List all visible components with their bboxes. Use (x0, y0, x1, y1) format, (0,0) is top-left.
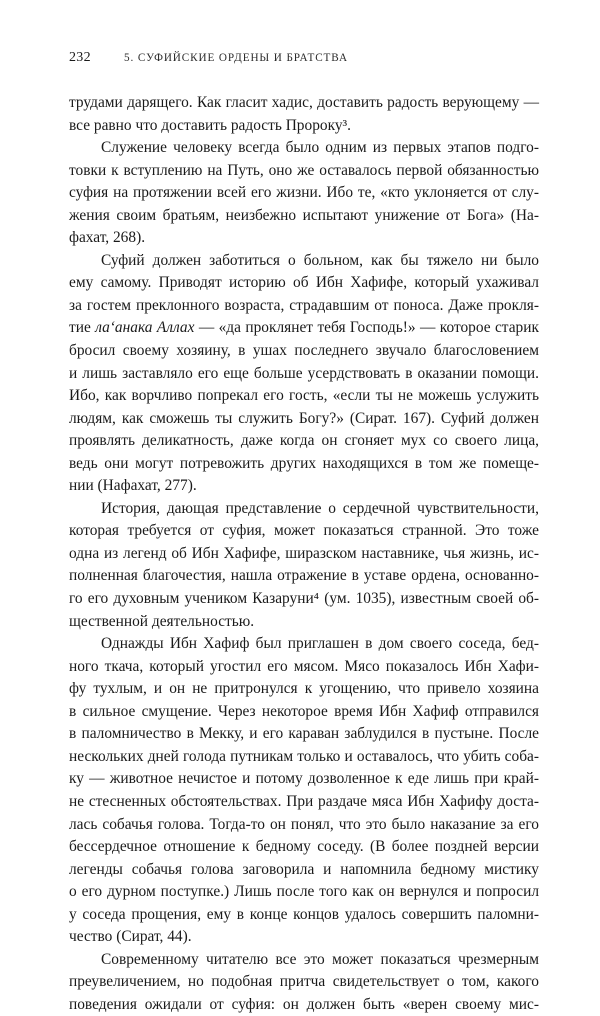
page-header (69, 50, 539, 74)
text-line: ку — животное нечистое и потому дозволенное к еде лишь при край- (69, 770, 539, 788)
text-line: нескольких дней голода путникам только и оставалось, что убить соба- (69, 747, 539, 765)
text-line: не стесненных обстоятельствах. При раздаче мяса Ибн Хафифу доста- (69, 792, 539, 810)
text-line: щественной деятельностью. (69, 612, 255, 630)
paragraph-first-line: Служение человеку всегда было одним из первых этапов подго- (101, 139, 539, 157)
text-line: и лишь заставляло его еще больше усердствовать в оказании помощи. (69, 364, 539, 382)
text-line: одна из легенд об Ибн Хафифе, ширазском наставнике, чья жизнь, ис- (69, 544, 539, 562)
text-line: которая требуется от суфия, может показаться странной. Это тоже (69, 522, 539, 540)
text-line: проявлять деликатность, даже когда он сгоняет мух со своего лица, (69, 432, 539, 450)
text-line: го его духовным учеником Казаруни⁴ (ум. 1035), известным своей об- (69, 590, 539, 608)
text-line: лась собачья голова. Тогда-то он понял, что это было наказание за его (69, 815, 539, 833)
paragraph-first-line: Однажды Ибн Хафиф был приглашен в дом своего соседа, бед- (101, 635, 539, 653)
text-line: суфия на протяжении всей его жизни. Ибо те, «кто уклоняется от слу- (69, 184, 539, 202)
text-line: фу тухлым, и он не притронулся к угощению, что привело хозяина (69, 680, 539, 698)
text-line (69, 317, 539, 340)
text-line: чество (Сират, 44). (69, 928, 192, 946)
paragraph-first-line: Современному читателю все это может показаться чрезмерным (101, 950, 539, 968)
text-line: поведения ожидали от суфия: он должен быть «верен своему мис- (69, 995, 539, 1013)
paragraph-first-line: История, дающая представление о сердечной чувствительности, (101, 499, 539, 517)
text-line: бросил своему хозяину, в ушах последнего звучало благословением (69, 342, 539, 360)
text-line: в сильное смущение. Через некоторое время Ибн Хафиф отправился (69, 702, 539, 720)
text-line: за гостем преклонного возраста, страдавшим от поноса. Даже прокля- (69, 296, 539, 314)
text-line: нии (Нафахат, 277). (69, 477, 197, 495)
text-line: все равно что доставить радость Пророку³. (69, 116, 352, 134)
text-line: преувеличением, но подобная притча свидетельствует о том, какого (69, 973, 539, 991)
text-line: легенды собачья голова заговорила и напомнила бедному мистику (69, 860, 539, 878)
text-line: трудами дарящего. Как гласит хадис, доставить радость верующему — (69, 94, 539, 111)
text-line: в паломничество в Мекку, и его караван заблудился в пустыне. После (69, 725, 539, 743)
text-segment: — «да проклянет тебя Господь!» — которое старик (194, 319, 539, 337)
text-line: жения своим братьям, неизбежно испытают унижение от Бога» (На- (69, 206, 539, 224)
text-line: бессердечное отношение к бедному соседу. (В более поздней версии (69, 838, 539, 856)
text-line: Ибо, как ворчливо попрекал его гость, «если ты не можешь услужить (69, 387, 539, 405)
text-line: у соседа прощения, ему в конце концов удалось совершить паломни- (69, 905, 539, 923)
text-line: полненная благочестия, нашла отражение в уставе ордена, основанно- (69, 567, 539, 585)
italic-phrase: ла‘анака Аллах (95, 319, 195, 337)
text-line: ного ткача, который угостил его мясом. Мясо показалось Ибн Хафи- (69, 657, 539, 675)
text-line: ведь они могут потревожить других находящихся в том же помеще- (69, 454, 539, 472)
body-text (69, 92, 539, 1016)
paragraph-first-line: Суфий должен заботиться о больном, как бы тяжело ни было (101, 251, 539, 269)
text-line: о его дурном поступке.) Лишь после того как он вернулся и попросил (69, 883, 539, 901)
text-line: людям, как сможешь ты служить Богу?» (Сират. 167). Суфий должен (69, 409, 539, 427)
page-number: 232 (69, 50, 91, 65)
text-line: товки к вступлению на Путь, оно же оставалось первой обязанностью (69, 161, 539, 179)
text-segment: тие (69, 319, 96, 337)
text-line: фахат, 268). (69, 229, 146, 247)
running-head: 5. СУФИЙСКИЕ ОРДЕНЫ И БРАТСТВА (124, 52, 348, 64)
text-line: ему самому. Приводят историю об Ибн Хафифе, который ухаживал (69, 274, 539, 292)
